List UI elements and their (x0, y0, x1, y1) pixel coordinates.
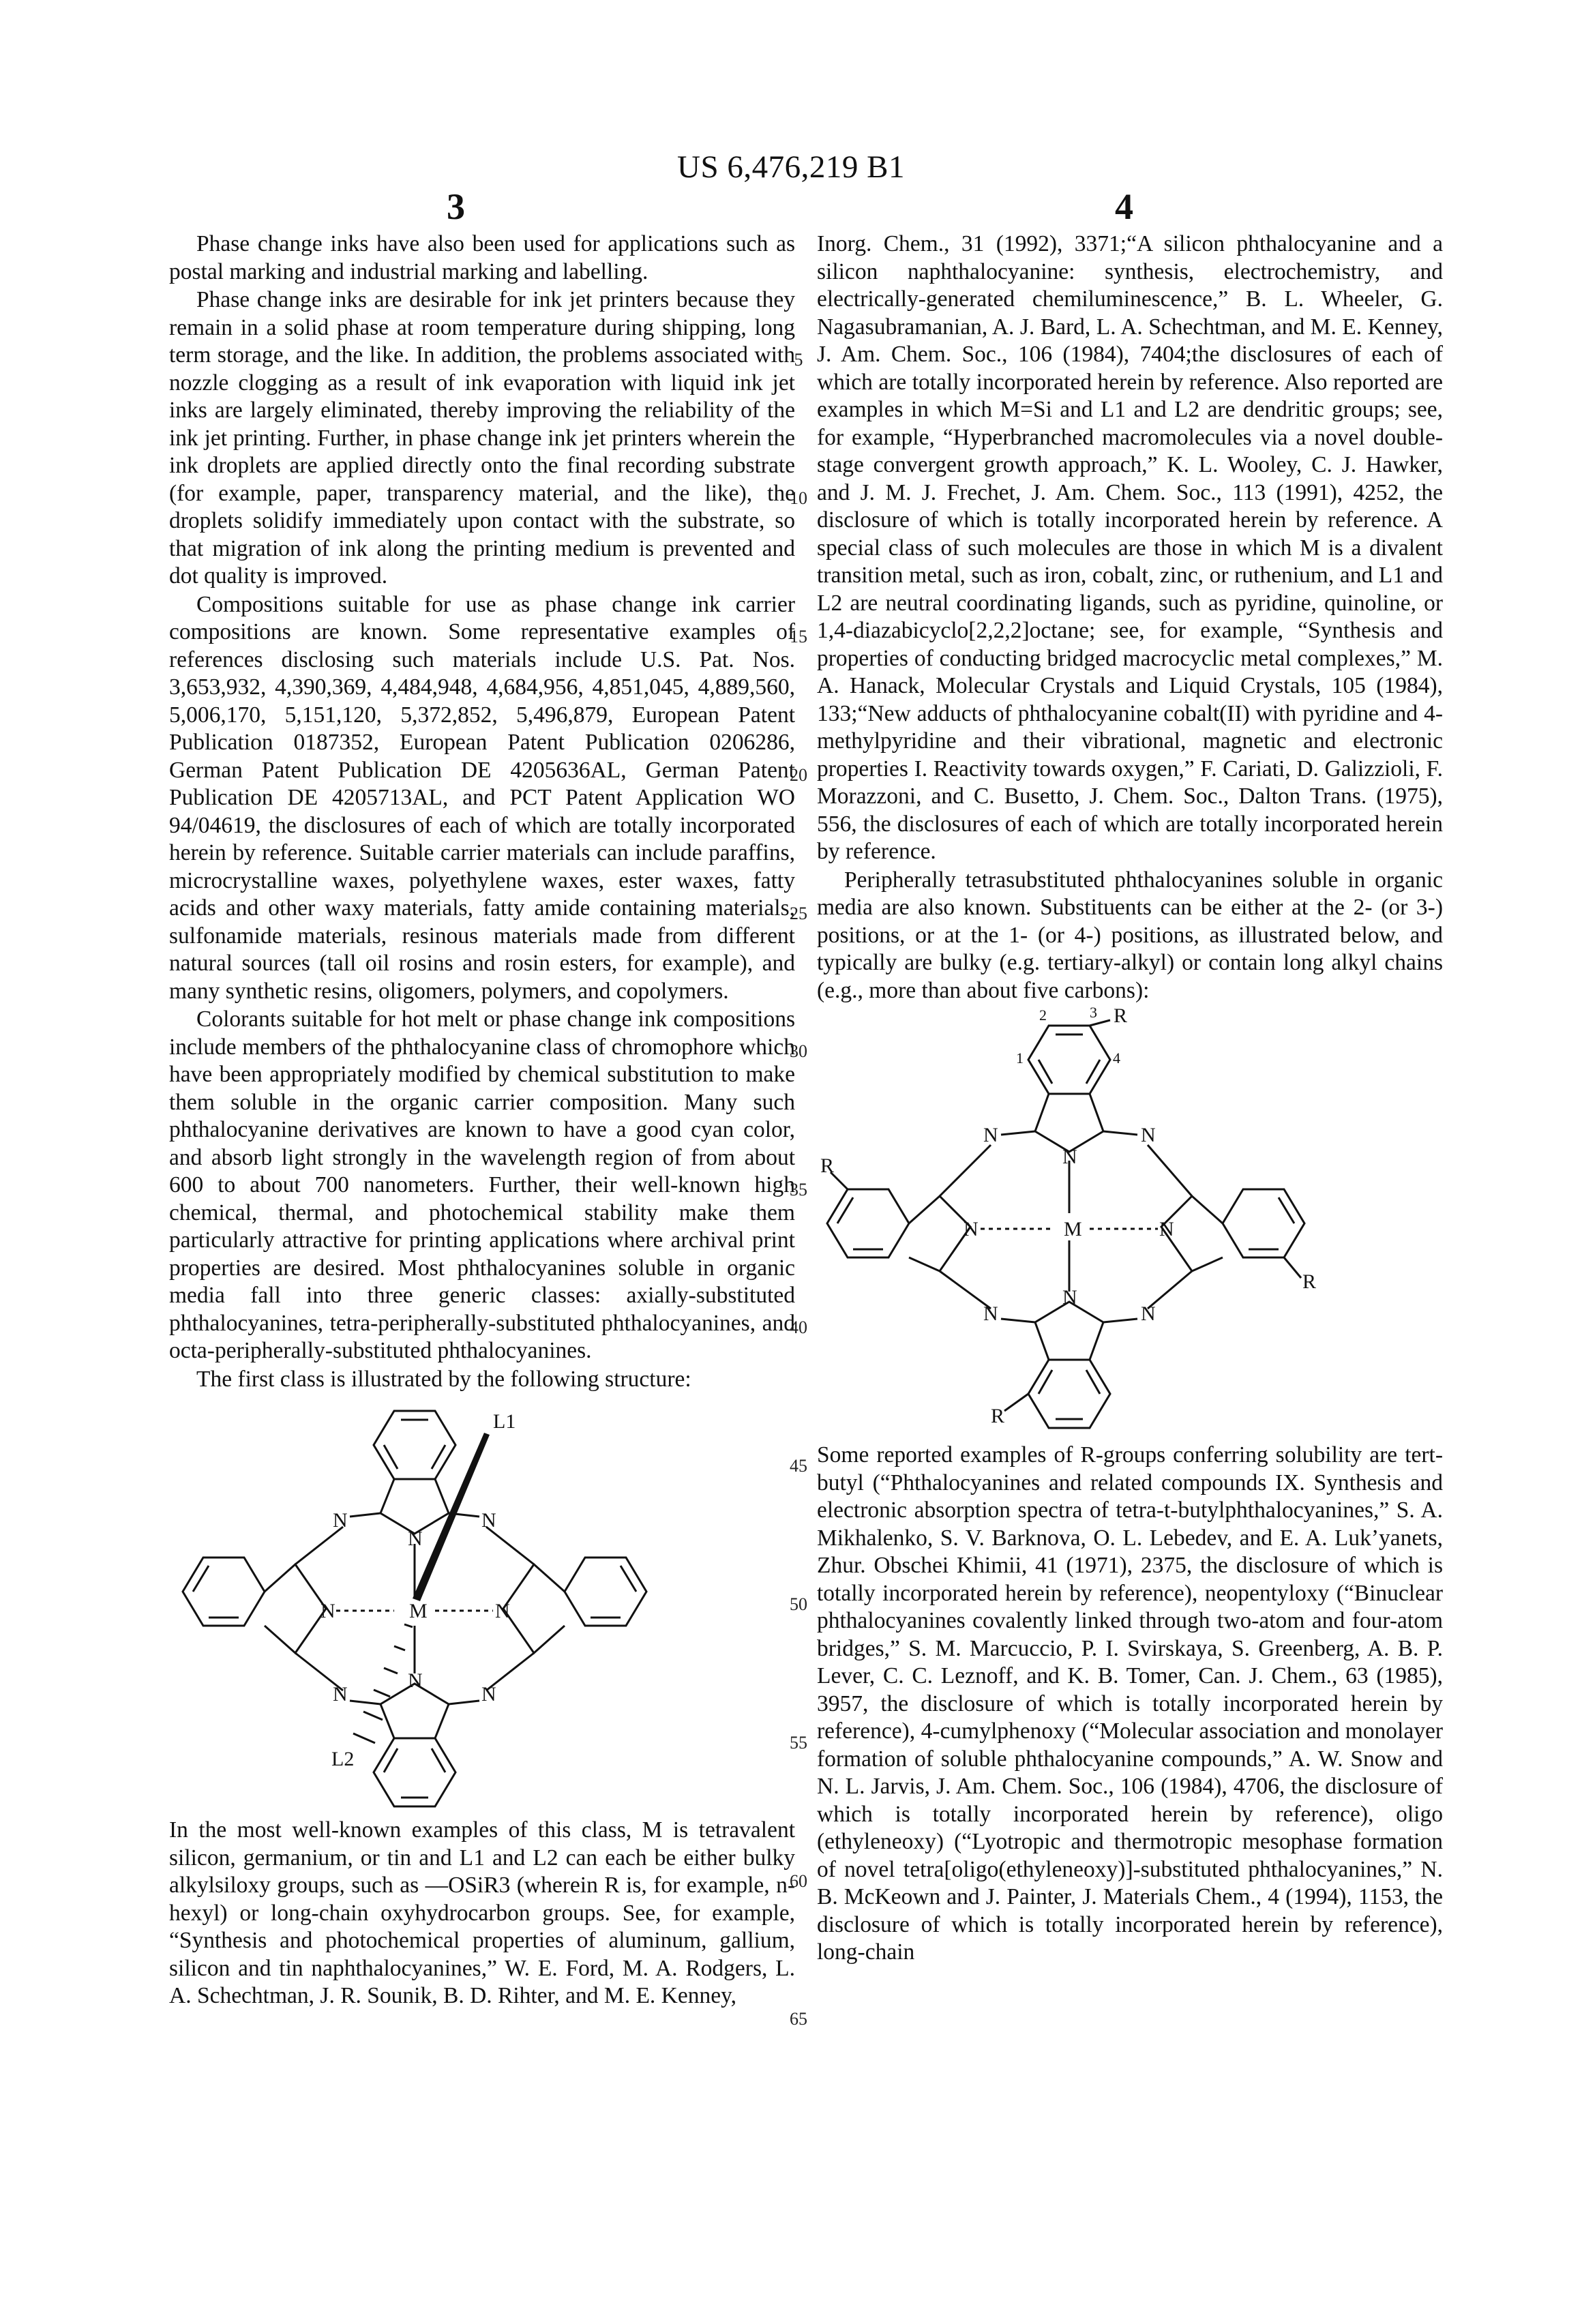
n-label: N (408, 1528, 423, 1550)
line-number: 50 (783, 1594, 814, 1615)
paragraph: Phase change inks are desirable for ink jet printers because they remain in a solid phase at room temperature during shipping, long term storage, and the like. In addition, the problems associated with nozzle clogging as a result of ink evaporation with liquid ink jet inks are largely eliminated, thereby improving the reliability of the ink jet printing. Further, in phase change ink jet printers wherein the ink droplets are applied directly onto the final recording substrate (for example, paper, transparency material, and the like), the droplets solidify immediately upon contact with the substrate, so that migration of ink along the printing medium is prevented and dot quality is improved. (169, 286, 795, 591)
line-number: 55 (783, 1733, 814, 1753)
n-label: N (1159, 1218, 1174, 1240)
paragraph: In the most well-known examples of this class, M is tetravalent silicon, germanium, or tin and L1 and L2 can each be either bulky alkylsiloxy groups, such as —OSiR3 (wherein R is, for example, n-hexyl) or long-chain oxyhydrocarbon groups. See, for example, “Synthesis and photochemical properties of aluminum, gallium, silicon and tin naphthalocyanines,” W. E. Ford, M. A. Rodgers, L. A. Schechtman, J. R. Sounik, B. D. Rihter, and M. E. Kenney, (169, 1817, 795, 2010)
line-number: 25 (783, 904, 814, 924)
line-number: 40 (783, 1317, 814, 1338)
paragraph: Phase change inks have also been used for applications such as postal marking and industrial marking and labelling. (169, 230, 795, 286)
n-label: N (481, 1509, 496, 1532)
position-label: 1 (1016, 1049, 1024, 1067)
n-label: N (1141, 1302, 1156, 1325)
n-label: N (983, 1302, 998, 1325)
line-number: 65 (783, 2009, 814, 2029)
substituent-r-label: R (1302, 1270, 1316, 1293)
substituent-r-label: R (991, 1405, 1004, 1427)
paragraph: Some reported examples of R-groups conferring solubility are tert-butyl (“Phthalocyanines and related compounds IX. Synthesis and electronic absorption spectra of tetra-t-butylphthalocyanines,” S. A. Mikhalenko, S. V. Barknova, O. L. Lebedev, and E. A. Luk’yanets, Zhur. Obschei Khimii, 41 (1971), 2375, the disclosure of which is totally incorporated herein by reference), neopentyloxy (“Binuclear phthalocyanines covalently linked through two-atom and four-atom bridges,” S. M. Marcuccio, P. I. Svirskaya, S. Greenberg, A. B. P. Lever, C. C. Leznoff, and K. B. Tomer, Can. J. Chem., 63 (1985), 3957, the disclosure of which is totally incorporated herein by reference), 4-cumylphenoxy (“Molecular association and monolayer formation of soluble phthalocyanine compounds,” A. W. Snow and N. L. Jarvis, J. Am. Chem. Soc., 106 (1984), 4706, the disclosure of which is totally incorporated herein by reference), oligo (ethyleneoxy) (“Lyotropic and thermotropic mesophase formation of novel tetra[oligo(ethyleneoxy)]-substituted phthalocyanines,” N. B. McKeown and J. Painter, J. Materials Chem., 4 (1994), 1153, the disclosure of which is totally incorporated herein by reference), long-chain (817, 1442, 1443, 1967)
line-number: 35 (783, 1180, 814, 1200)
n-label: N (481, 1683, 496, 1705)
n-label: N (1141, 1124, 1156, 1146)
line-number: 45 (783, 1456, 814, 1476)
line-number: 20 (783, 765, 814, 786)
paragraph: Inorg. Chem., 31 (1992), 3371;“A silicon phthalocyanine and a silicon naphthalocyanine: synthesis, electrochemistry, and electrically-generated chemiluminescence,” B. L. Wheeler, G. Nagasubramanian, A. J. Bard, L. A. Schechtman, and M. E. Kenney, J. Am. Chem. Soc., 106 (1984), 7404;the disclosures of each of which are totally incorporated herein by reference. Also reported are examples in which M=Si and L1 and L2 are dendritic groups; see, for example, “Hyperbranched macromolecules via a novel double-stage convergent growth approach,” K. L. Wooley, C. J. Hawker, and J. M. J. Frechet, J. Am. Chem. Soc., 113 (1991), 4252, the disclosure of which is totally incorporated herein by reference. A special class of such molecules are those in which M is a divalent transition metal, such as iron, cobalt, zinc, or ruthenium, and L1 and L2 are neutral coordinating ligands, such as pyridine, quinoline, or 1,4-diazabicyclo[2,2,2]octane; see, for example, “Synthesis and properties of conducting bridged macrocyclic metal complexes,” M. A. Hanack, Molecular Crystals and Liquid Crystals, 105 (1984), 133;“New adducts of phthalocyanine cobalt(II) with pyridine and 4-methylpyridine and their vibrational, magnetic and electronic properties I. Reactivity towards oxygen,” F. Cariati, D. Galizzioli, F. Morazzoni, and C. Busetto, J. Chem. Soc., Dalton Trans. (1975), 556, the disclosures of each of which are totally incorporated herein by reference. (817, 230, 1443, 866)
left-page-number: 3 (447, 185, 465, 228)
position-label: 3 (1090, 1005, 1097, 1021)
patent-number: US 6,476,219 B1 (0, 149, 1582, 185)
paragraph: Peripherally tetrasubstituted phthalocyanines soluble in organic media are also known. Substituents can be either at the 2- (or 3-) positions, or at the 1- (or 4-) positions, as illustrated below, and typically are bulky (e.g. tertiary-alkyl) or contain long alkyl chains (e.g., more than about five carbons): (817, 867, 1443, 1005)
position-label: 2 (1039, 1007, 1047, 1024)
n-label: N (1062, 1286, 1077, 1309)
n-label: N (983, 1124, 998, 1146)
n-label: N (333, 1683, 348, 1705)
line-number: 5 (783, 350, 814, 370)
right-column (817, 230, 1443, 1967)
n-label: N (1062, 1146, 1077, 1168)
n-label: N (964, 1218, 979, 1240)
axial-phthalocyanine-structure (169, 1394, 795, 1817)
n-label: N (495, 1600, 510, 1622)
right-page-number: 4 (1115, 185, 1133, 228)
n-label: N (333, 1509, 348, 1532)
line-number: 15 (783, 627, 814, 647)
n-label: N (408, 1669, 423, 1692)
ligand-l1-label: L1 (493, 1410, 516, 1433)
metal-label: M (1064, 1218, 1082, 1240)
n-label: N (320, 1600, 335, 1622)
line-number: 60 (783, 1871, 814, 1892)
metal-label: M (409, 1600, 428, 1622)
tetrasubstituted-phthalocyanine-structure (817, 1005, 1443, 1442)
paragraph: Compositions suitable for use as phase change ink carrier compositions are known. Some representative examples of references disclosing such materials include U.S. Pat. Nos. 3,653,932, 4,390,369, 4,484,948, 4,684,956, 4,851,045, 4,889,560, 5,006,170, 5,151,120, 5,372,852, 5,496,879, European Patent Publication 0187352, European Patent Publication 0206286, German Patent Publication DE 4205636AL, German Patent Publication DE 4205713AL, and PCT Patent Application WO 94/04619, the disclosures of each of which are totally incorporated herein by reference. Suitable carrier materials can include paraffins, microcrystalline waxes, polyethylene waxes, ester waxes, fatty acids and other waxy materials, fatty amide containing materials, sulfonamide materials, resinous materials made from different natural sources (tall oil rosins and rosin esters, for example), and many synthetic resins, oligomers, polymers, and copolymers. (169, 591, 795, 1006)
left-column (169, 230, 795, 2011)
substituent-r-label: R (820, 1154, 834, 1177)
paragraph: The first class is illustrated by the following structure: (169, 1366, 795, 1394)
position-label: 4 (1113, 1049, 1120, 1067)
substituent-r-label: R (1114, 1005, 1127, 1027)
line-number: 30 (783, 1041, 814, 1062)
paragraph: Colorants suitable for hot melt or phase change ink compositions include members of the phthalocyanine class of chromophore which have been appropriately modified by chemical substitution to make them soluble in the organic carrier composition. Many such phthalocyanine derivatives are known to have a good cyan color, and absorb light strongly in the wavelength region of from about 600 to about 700 nanometers. Further, their well-known high chemical, thermal, and photochemical stability make them particularly attractive for printing applications where archival print properties are desired. Most phthalocyanines soluble in organic media fall into three generic classes: axially-substituted phthalocyanines, tetra-peripherally-substituted phthalocyanines, and octa-peripherally-substituted phthalocyanines. (169, 1006, 795, 1365)
ligand-l2-label: L2 (331, 1748, 354, 1770)
line-number: 10 (783, 488, 814, 509)
